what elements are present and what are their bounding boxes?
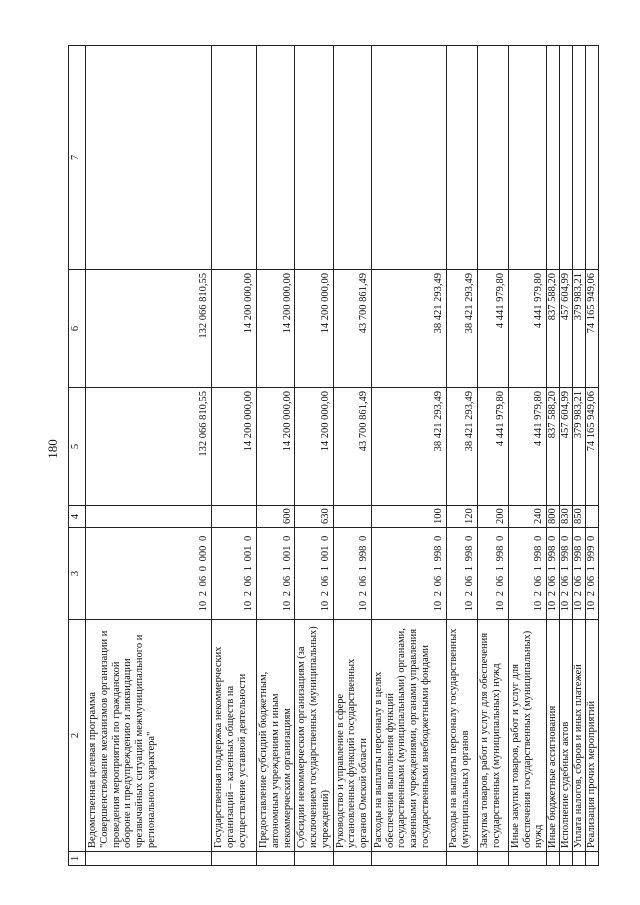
cell-col7 xyxy=(508,46,546,270)
cell-col1 xyxy=(86,852,212,866)
cell-expense-type: 850 xyxy=(573,506,586,528)
rotated-budget-table-container xyxy=(68,46,598,866)
cell-expense-type xyxy=(86,506,212,528)
table-row xyxy=(586,46,599,866)
cell-sum-5: 4 441 979,80 xyxy=(477,388,508,506)
cell-col7 xyxy=(86,46,212,270)
cell-sum-5: 4 441 979,80 xyxy=(508,388,546,506)
table-row xyxy=(547,46,560,866)
cell-name: Предоставление субсидий бюджетным, автономным учреждениям и иным некоммерческим организациям xyxy=(257,620,295,852)
cell-sum-5: 14 200 000,00 xyxy=(295,388,333,506)
cell-name: Исполнение судебных актов xyxy=(560,620,573,852)
header-col-3: 3 xyxy=(69,528,86,620)
cell-sum-6: 837 588,20 xyxy=(547,270,560,388)
table-row xyxy=(573,46,586,866)
cell-col7 xyxy=(333,46,371,270)
cell-sum-5: 43 700 861,49 xyxy=(333,388,371,506)
page-number: 180 xyxy=(45,439,60,459)
cell-expense-type: 630 xyxy=(295,506,333,528)
cell-col7 xyxy=(586,46,599,270)
cell-sum-6: 38 421 293,49 xyxy=(371,270,446,388)
cell-sum-5: 457 604,99 xyxy=(560,388,573,506)
cell-sum-6: 132 066 810,55 xyxy=(86,270,212,388)
table-row xyxy=(333,46,371,866)
cell-code: 10 2 06 1 998 0 xyxy=(547,528,560,620)
table-row xyxy=(446,46,477,866)
cell-expense-type xyxy=(212,506,257,528)
cell-col7 xyxy=(573,46,586,270)
cell-expense-type: 240 xyxy=(508,506,546,528)
cell-col1 xyxy=(547,852,560,866)
cell-sum-5: 132 066 810,55 xyxy=(86,388,212,506)
cell-sum-6: 4 441 979,80 xyxy=(508,270,546,388)
cell-sum-6: 14 200 000,00 xyxy=(257,270,295,388)
header-col-6: 6 xyxy=(69,270,86,388)
cell-code: 10 2 06 1 998 0 xyxy=(333,528,371,620)
cell-col1 xyxy=(257,852,295,866)
cell-sum-5: 38 421 293,49 xyxy=(446,388,477,506)
cell-code: 10 2 06 1 001 0 xyxy=(212,528,257,620)
cell-sum-5: 379 983,21 xyxy=(573,388,586,506)
cell-sum-6: 457 604,99 xyxy=(560,270,573,388)
header-col-2: 2 xyxy=(69,620,86,852)
cell-code: 10 2 06 1 998 0 xyxy=(560,528,573,620)
cell-expense-type: 100 xyxy=(371,506,446,528)
cell-code: 10 2 06 1 999 0 xyxy=(586,528,599,620)
cell-name: Иные закупки товаров, работ и услуг для обеспечения государственных (муниципальных) нужд xyxy=(508,620,546,852)
cell-name: Уплата налогов, сборов и иных платежей xyxy=(573,620,586,852)
cell-name: Ведомственная целевая программа "Совершенствование механизмов организации и проведения мероприятий по гражданской обороне и предупреждению и ликвидации чрезвычайных ситуаций межмуниципального и регионального характера" xyxy=(86,620,212,852)
cell-col1 xyxy=(560,852,573,866)
cell-code: 10 2 06 1 998 0 xyxy=(446,528,477,620)
cell-code: 10 2 06 1 998 0 xyxy=(508,528,546,620)
cell-sum-5: 837 588,20 xyxy=(547,388,560,506)
cell-sum-5: 14 200 000,00 xyxy=(212,388,257,506)
cell-col1 xyxy=(573,852,586,866)
table-row xyxy=(257,46,295,866)
cell-name: Закупка товаров, работ и услуг для обеспечения государственных (муниципальных) нужд xyxy=(477,620,508,852)
cell-expense-type: 830 xyxy=(560,506,573,528)
cell-code: 10 2 06 1 001 0 xyxy=(295,528,333,620)
cell-expense-type: 200 xyxy=(477,506,508,528)
budget-table xyxy=(68,45,599,866)
cell-name: Руководство и управление в сфере установленных функций государственных органов Омской области xyxy=(333,620,371,852)
cell-sum-6: 74 165 949,06 xyxy=(586,270,599,388)
cell-col1 xyxy=(586,852,599,866)
cell-code: 10 2 06 1 998 0 xyxy=(371,528,446,620)
cell-col7 xyxy=(257,46,295,270)
cell-sum-6: 14 200 000,00 xyxy=(295,270,333,388)
cell-sum-6: 379 983,21 xyxy=(573,270,586,388)
table-row xyxy=(212,46,257,866)
cell-col1 xyxy=(371,852,446,866)
cell-col1 xyxy=(212,852,257,866)
cell-col1 xyxy=(477,852,508,866)
cell-sum-5: 14 200 000,00 xyxy=(257,388,295,506)
document-sheet xyxy=(68,46,598,866)
cell-code: 10 2 06 1 998 0 xyxy=(477,528,508,620)
cell-name: Государственная поддержка некоммерческих организаций – казенных обществ на осуществление уставной деятельности xyxy=(212,620,257,852)
table-row xyxy=(477,46,508,866)
header-col-7: 7 xyxy=(69,46,86,270)
cell-sum-5: 38 421 293,49 xyxy=(371,388,446,506)
cell-name: Расходы на выплаты персоналу государственных (муниципальных) органов xyxy=(446,620,477,852)
cell-sum-6: 43 700 861,49 xyxy=(333,270,371,388)
cell-col7 xyxy=(547,46,560,270)
table-row xyxy=(86,46,212,866)
cell-name: Реализация прочих мероприятий xyxy=(586,620,599,852)
cell-col7 xyxy=(560,46,573,270)
table-row xyxy=(508,46,546,866)
cell-col1 xyxy=(333,852,371,866)
cell-col1 xyxy=(446,852,477,866)
cell-col7 xyxy=(446,46,477,270)
table-row xyxy=(371,46,446,866)
cell-name: Иные бюджетные ассигнования xyxy=(547,620,560,852)
table-row xyxy=(560,46,573,866)
cell-col1 xyxy=(295,852,333,866)
cell-code: 10 2 06 1 001 0 xyxy=(257,528,295,620)
cell-expense-type: 120 xyxy=(446,506,477,528)
table-header-row xyxy=(69,46,86,866)
header-col-5: 5 xyxy=(69,388,86,506)
cell-col7 xyxy=(477,46,508,270)
cell-expense-type xyxy=(586,506,599,528)
cell-expense-type xyxy=(333,506,371,528)
cell-expense-type: 600 xyxy=(257,506,295,528)
cell-expense-type: 800 xyxy=(547,506,560,528)
table-row xyxy=(295,46,333,866)
header-col-4: 4 xyxy=(69,506,86,528)
cell-sum-5: 74 165 949,06 xyxy=(586,388,599,506)
cell-sum-6: 38 421 293,49 xyxy=(446,270,477,388)
header-col-1: 1 xyxy=(69,852,86,866)
cell-name: Расходы на выплаты персоналу в целях обеспечения выполнения функций государственными (муниципальными) органами, казенными учреждениями, органами управления государственными внебюджетными фондами xyxy=(371,620,446,852)
cell-sum-6: 14 200 000,00 xyxy=(212,270,257,388)
cell-code: 10 2 06 0 000 0 xyxy=(86,528,212,620)
cell-sum-6: 4 441 979,80 xyxy=(477,270,508,388)
cell-col7 xyxy=(371,46,446,270)
cell-code: 10 2 06 1 998 0 xyxy=(573,528,586,620)
cell-col1 xyxy=(508,852,546,866)
cell-name: Субсидии некоммерческим организациям (за исключением государственных (муниципальных) учреждений) xyxy=(295,620,333,852)
cell-col7 xyxy=(212,46,257,270)
cell-col7 xyxy=(295,46,333,270)
